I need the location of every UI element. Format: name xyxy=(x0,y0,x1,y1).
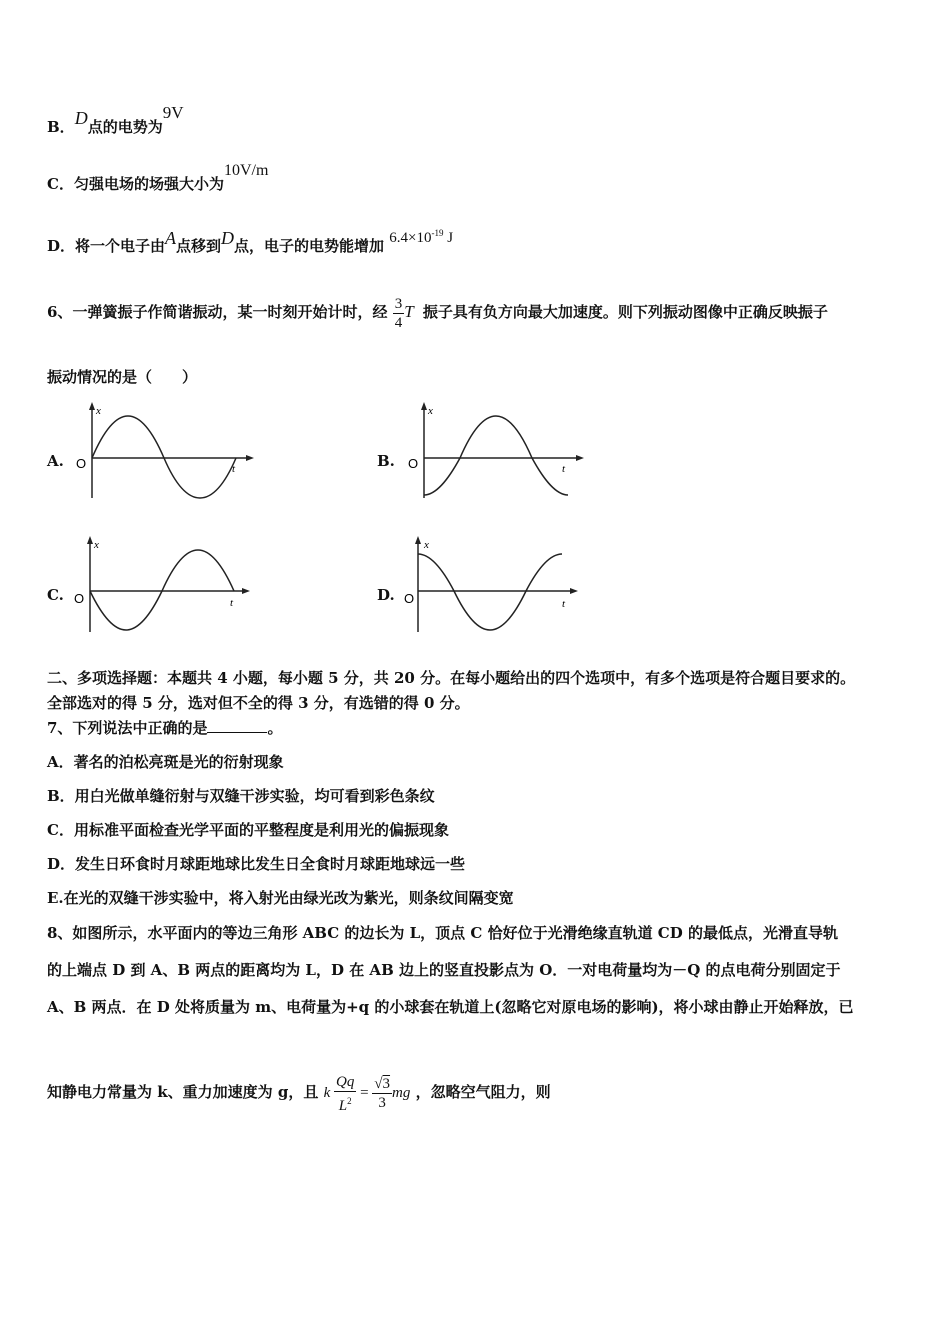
q7-option-b: B．用白光做单缝衍射与双缝干涉实验，均可看到彩色条纹 xyxy=(47,787,435,805)
graph-b-y-label: x xyxy=(428,405,433,417)
graph-a-curve xyxy=(92,416,236,498)
question-8-line2: 的上端点 D 到 A、B 两点的距离均为 L，D 在 AB 边上的竖直投影点为 O．一对电荷量均为－Q 的点电荷分别固定于 xyxy=(47,961,841,979)
graph-d-label: D. xyxy=(377,586,395,604)
graph-d-y-label: x xyxy=(424,539,429,551)
graph-a-y-label: x xyxy=(96,405,101,417)
graph-c-origin: O xyxy=(74,591,85,606)
section-2-line2: 全部选对的得 5 分，选对但不全的得 3 分，有选错的得 0 分。 xyxy=(47,694,470,712)
graph-d-x-label: t xyxy=(562,598,566,610)
question-8-line4: 知静电力常量为 k、重力加速度为 g，且 k $\frac{Qq}{L^2}$ = $\frac{√3}{3}$ mg ，忽略空气阻力，则 xyxy=(47,1062,551,1123)
graph-a-origin: O xyxy=(76,456,87,471)
question-6-line2: 振动情况的是（ ） xyxy=(47,368,198,386)
q7-option-a: A．著名的泊松亮斑是光的衍射现象 xyxy=(47,753,284,771)
question-6-line1: 6、一弹簧振子作简谐振动，某一时刻开始计时，经 $\frac{3}{4}$ T 振子具有负方向最大加速度。则下列振动图像中正确反映振子 xyxy=(47,295,828,331)
graph-a xyxy=(70,400,260,505)
graph-c-label: C. xyxy=(47,586,64,604)
question-7-stem: 7、下列说法中正确的是 。 xyxy=(47,719,283,737)
section-2-line1: 二、多项选择题：本题共 4 小题，每小题 5 分，共 20 分。在每小题给出的四个选项中，有多个选项是符合题目要求的。 xyxy=(47,669,856,687)
graph-b xyxy=(402,400,592,505)
graph-c xyxy=(70,534,260,639)
q7-option-d: D．发生日环食时月球距地球比发生日全食时月球距地球远一些 xyxy=(47,855,466,873)
graph-d xyxy=(398,534,588,639)
question-8-line1: 8、如图所示，水平面内的等边三角形 ABC 的边长为 L，顶点 C 恰好位于光滑绝缘直轨道 CD 的最低点，光滑直导轨 xyxy=(47,924,838,942)
graph-a-label: A. xyxy=(47,452,64,470)
q7-option-e: E.在光的双缝干涉实验中，将入射光由绿光改为紫光，则条纹间隔变宽 xyxy=(47,889,514,907)
question-8-line3: A、B 两点．在 D 处将质量为 m、电荷量为+q 的小球套在轨道上(忽略它对原电场的影响)，将小球由静止开始释放，已 xyxy=(47,998,854,1016)
option-d: D．将一个电子由A点移到D点，电子的电势能增加 $6.4\times 10^{-19}$ J xyxy=(47,228,454,255)
graph-c-y-label: x xyxy=(94,539,99,551)
option-b: B．D点的电势为9V xyxy=(47,103,184,136)
graph-d-curve xyxy=(418,554,562,630)
option-c: C．匀强电场的场强大小为10V/m xyxy=(47,162,269,193)
graph-d-origin: O xyxy=(404,591,415,606)
q8-formula: k $\frac{Qq}{L^2}$ = $\frac{√3}{3}$ mg xyxy=(323,1073,411,1114)
q7-option-c: C．用标准平面检查光学平面的平整程度是利用光的偏振现象 xyxy=(47,821,449,839)
graph-c-x-label: t xyxy=(230,597,234,609)
graph-b-x-label: t xyxy=(562,463,566,475)
answer-blank xyxy=(207,718,267,733)
graph-a-x-label: t xyxy=(232,463,236,475)
graph-b-curve xyxy=(424,416,568,495)
graph-b-label: B. xyxy=(377,452,395,470)
graph-c-curve xyxy=(90,550,234,630)
graph-b-origin: O xyxy=(408,456,419,471)
